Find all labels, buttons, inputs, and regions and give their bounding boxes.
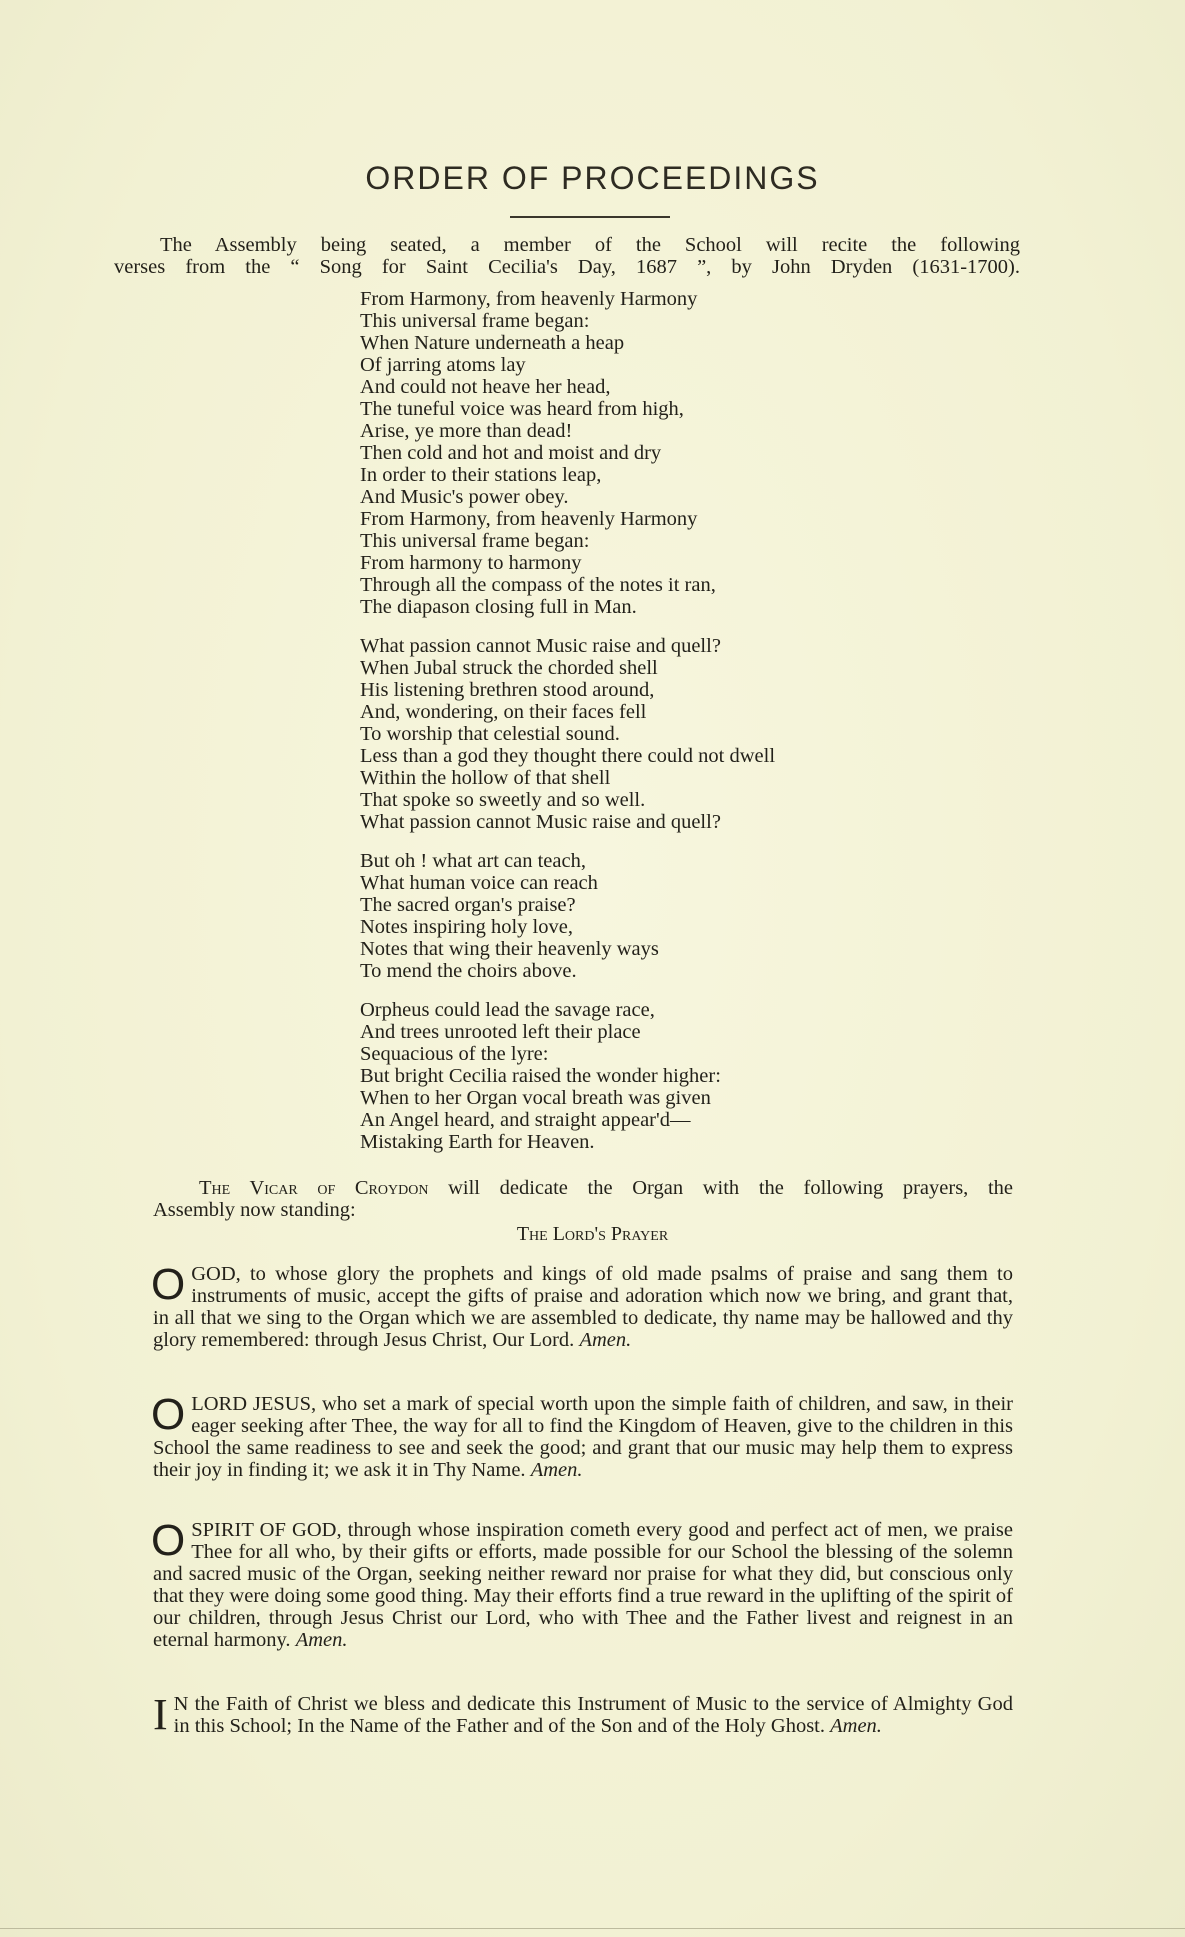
prayer-text: GOD, to whose glory the prophets and kings of old made psalms of praise and sang them to instruments of music, accept the gifts of praise and adoration which now we bring, and grant that, in all that we sing to the Organ which we are assembled to dedicate, thy name may be hallowed and thy glory remembered: through Jesus Christ, Our Lord. [153,1263,1013,1351]
dedication-line-1 [153,1177,1013,1199]
poem-line: The tuneful voice was heard from high, [360,398,684,420]
intro-line-1: The Assembly being seated, a member of the School will recite the following [160,234,1020,256]
poem-line: An Angel heard, and straight appear'd— [360,1109,691,1131]
dedication-line-2: Assembly now standing: [153,1199,356,1221]
prayer-text: N the Faith of Christ we bless and dedicate this Instrument of Music to the service of Almighty God in this School; In the Name of the Father and of the Son and of the Holy Ghost. [173,1693,1013,1737]
poem-line: The diapason closing full in Man. [360,596,637,618]
prayer-text: LORD JESUS, who set a mark of special worth upon the simple faith of children, and saw, in their eager seeking after Thee, the way for all to find the Kingdom of Heaven, give to the children in this School the same readiness to see and seek the good; and grant that our music may help them to express their joy in finding it; we ask it in Thy Name. [153,1393,1013,1481]
prayer-initial: O [151,1516,186,1565]
prayer-4 [153,1690,1013,1739]
prayer-initial: O [151,1260,186,1309]
poem-line: What human voice can reach [360,872,598,894]
poem-stanza-2 [360,635,775,833]
poem-line: From Harmony, from heavenly Harmony [360,288,698,310]
prayer-initial: O [151,1390,186,1439]
poem-line: What passion cannot Music raise and quell? [360,635,721,657]
poem-line: Of jarring atoms lay [360,354,526,376]
lords-prayer-heading: The Lord's Prayer [516,1223,669,1245]
poem-line: To mend the choirs above. [360,960,577,982]
poem-line: And could not heave her head, [360,376,611,398]
prayer-amen: Amen. [295,1629,348,1651]
prayer-1 [151,1260,1013,1351]
poem-line: Within the hollow of that shell [360,767,611,789]
prayer-amen: Amen. [830,1715,882,1737]
poem-line: But oh ! what art can teach, [360,850,586,872]
poem-line: When to her Organ vocal breath was given [360,1087,711,1109]
poem-line: This universal frame began: [360,530,590,552]
poem [360,288,775,1170]
dedication-text: will dedicate the Organ with the following prayers, the [428,1177,1013,1199]
poem-line: And Music's power obey. [360,486,569,508]
prayer-text: SPIRIT OF GOD, through whose inspiration cometh every good and perfect act of men, we praise Thee for all who, by their gifts or efforts, made possible for our School the blessing of the solemn and sacred music of the Organ, seeking neither reward nor praise for what they did, but conscious only that they were doing some good thing. May their efforts find a true reward in the uplifting of the spirit of our children, through Jesus Christ our Lord, who with Thee and the Father livest and reignest in an eternal harmony. [153,1519,1013,1651]
poem-line: Through all the compass of the notes it ran, [360,574,716,596]
poem-line: Sequacious of the lyre: [360,1043,549,1065]
poem-line: His listening brethren stood around, [360,679,655,701]
poem-stanza-1 [360,288,775,618]
poem-line: This universal frame began: [360,310,590,332]
poem-line: And, wondering, on their faces fell [360,701,647,723]
prayer-amen: Amen. [530,1459,583,1481]
dedication-instructions [153,1177,1013,1221]
poem-line: To worship that celestial sound. [360,723,620,745]
bottom-edge [0,1928,1185,1929]
poem-line: Arise, ye more than dead! [360,420,573,442]
poem-line: From harmony to harmony [360,552,582,574]
poem-line: In order to their stations leap, [360,464,602,486]
prayer-amen: Amen. [579,1329,632,1351]
poem-line: Notes that wing their heavenly ways [360,938,659,960]
vicar-name: The Vicar of Croydon [199,1177,429,1199]
intro-line-2: verses from the “ Song for Saint Cecilia's Day, 1687 ”, by John Dryden (1631-1700). [114,256,1020,278]
poem-line: And trees unrooted left their place [360,1021,641,1043]
poem-line: Then cold and hot and moist and dry [360,442,662,464]
poem-line: When Jubal struck the chorded shell [360,657,658,679]
prayer-initial: I [153,1690,168,1739]
intro-paragraph [114,234,1020,278]
poem-line: But bright Cecilia raised the wonder higher: [360,1065,721,1087]
poem-line: Notes inspiring holy love, [360,916,573,938]
title-divider [510,216,670,218]
poem-line: That spoke so sweetly and so well. [360,789,646,811]
prayer-2 [151,1390,1013,1481]
poem-line: Mistaking Earth for Heaven. [360,1131,595,1153]
poem-line: The sacred organ's praise? [360,894,576,916]
poem-line: When Nature underneath a heap [360,332,625,354]
poem-line: From Harmony, from heavenly Harmony [360,508,698,530]
poem-line: Orpheus could lead the savage race, [360,999,655,1021]
poem-line: What passion cannot Music raise and quell? [360,811,721,833]
page-title: ORDER OF PROCEEDINGS [365,160,820,196]
poem-stanza-3 [360,850,775,982]
poem-stanza-4 [360,999,775,1153]
prayer-3 [151,1516,1013,1651]
poem-line: Less than a god they thought there could not dwell [360,745,776,767]
